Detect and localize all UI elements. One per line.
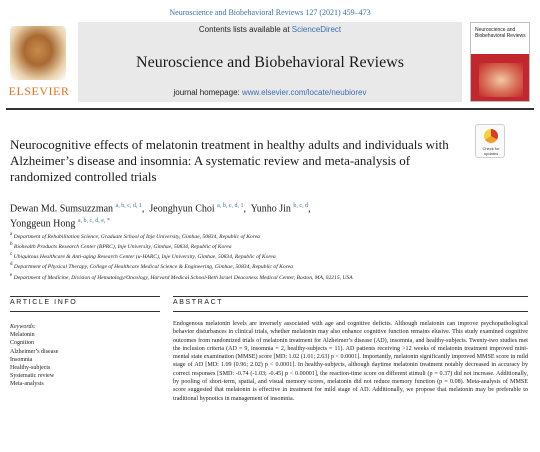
keyword-item: Insomnia — [10, 356, 33, 363]
affiliation-text: Department of Rehabilitation Science, Graduate School of Inje University, Gimhae, 50834, Republic of Korea — [13, 233, 260, 240]
contents-prefix: Contents lists available at — [198, 25, 292, 34]
sciencedirect-link[interactable]: ScienceDirect — [291, 25, 342, 34]
header-divider — [6, 108, 534, 110]
elsevier-wordmark: ELSEVIER — [8, 84, 70, 98]
keyword-item: Healthy-subjects — [10, 365, 51, 372]
keyword-item: Melatonin — [10, 332, 35, 339]
homepage-prefix: journal homepage: — [173, 88, 242, 97]
keyword-item: Cognition — [10, 340, 35, 347]
author-affiliation-marks[interactable]: a, b, c, d, 1 — [115, 203, 142, 209]
keyword-item: Systematic review — [10, 373, 55, 380]
affiliation-text: Biohealth Products Research Center (BPRC), Inje University, Gimhae, 50834, Republic of Korea — [13, 244, 232, 251]
journal-banner — [78, 22, 462, 102]
check-updates-icon — [484, 129, 498, 143]
journal-name: Neuroscience and Biobehavioral Reviews — [136, 54, 404, 71]
author-name[interactable]: Dewan Md. Sumsuzzman — [10, 203, 114, 215]
author-name[interactable]: Yunho Jin — [250, 203, 291, 215]
abstract-heading: ABSTRACT — [173, 299, 224, 306]
affiliation-tag: d — [10, 262, 13, 268]
affiliation-item — [10, 231, 510, 241]
journal-masthead — [6, 22, 534, 102]
affiliation-item — [10, 241, 510, 251]
affiliation-item — [10, 261, 510, 271]
abstract-bottom-rule — [173, 311, 528, 312]
article-info-top-rule — [10, 296, 160, 297]
keyword-item: Meta-analysis — [10, 381, 44, 388]
author-affiliation-marks[interactable]: b, c, d — [293, 203, 309, 209]
affiliation-text: Ubiquitous Healthcare & Anti-aging Research Center (u-HARC), Inje University, Gimhae, 50834, Republic of Korea — [13, 254, 276, 261]
abstract-text: Endogenous melatonin levels are inversely associated with age and cognitive deficits. Although melatonin can improve psychopathological behavior disturbances in clinical trials, whether melatonin may also enhance cognitive function remains elusive. This study examined cognitive outcomes from randomized trials of melatonin treatment for Alzheimer’s disease (AD), insomnia, and healthy-subjects. Twenty-two studies met the inclusion criteria (AD = 9, insomnia = 2, healthy-subjects = 11). AD patients receiving >12 weeks of melatonin treatment improved mini-mental state examination (MMSE) score [MD: 1.02 (1.01; 2.63) p < 0.0001]. Importantly, melatonin significantly improved MMSE score in mild stage of AD [MD: 1.09 (0.96; 2.02) p < 0.0001]. In healthy-subjects, although daytime melatonin treatment notably decreased in accuracy by correct responses [SMD: -0.74 (-1.03; -0.45) p < 0.00001], the reaction-time score on different stimuli (p = 0.37) did not increase. Additionally, by pooling of short-term, spatial, and visual memory scores, melatonin did not reduce memory function (p = 0.08). Meta-analysis of MMSE score suggested that melatonin is effective in treatment for mild stage of AD. Additionally, we propose that melatonin may be preferable to traditional hypnotics in management of insomnia. — [173, 321, 528, 402]
journal-cover-thumbnail[interactable] — [470, 22, 530, 102]
affiliation-list — [10, 231, 510, 282]
check-for-updates-button[interactable] — [475, 124, 505, 158]
affiliation-tag: e — [10, 272, 13, 278]
cover-art — [479, 63, 523, 97]
journal-citation[interactable]: Neuroscience and Biobehavioral Reviews 127 (2021) 459–473 — [169, 8, 371, 17]
article-title: Neurocognitive effects of melatonin treatment in healthy adults and individuals with Alzheimer’s disease and insomnia: A systematic review and meta-analysis of randomized controlled trials — [10, 137, 449, 184]
elsevier-logo[interactable] — [6, 22, 70, 102]
contents-line — [78, 25, 462, 34]
author-affiliation-marks[interactable]: a, b, c, d, e, * — [77, 218, 110, 225]
abstract-top-rule — [173, 296, 528, 297]
keyword-item: Alzheimer’s disease — [10, 348, 59, 355]
affiliation-text: Department of Medicine, Division of Hematology/Oncology, Harvard Medical School-Beth Israel Deaconess Medical Center, Boston, MA, 02215, USA — [13, 274, 353, 281]
affiliation-tag: c — [10, 252, 13, 258]
article-info-bottom-rule — [10, 311, 160, 312]
affiliation-item — [10, 251, 510, 261]
keywords-label: Keywords: — [10, 324, 36, 330]
author-name[interactable]: Yonggeun Hong — [10, 218, 76, 230]
journal-homepage-link[interactable]: www.elsevier.com/locate/neubiorev — [241, 88, 367, 97]
elsevier-tree-icon — [10, 26, 66, 80]
check-updates-label: Check for updates — [482, 146, 500, 156]
author-list: Dewan Md. Sumsuzzman $^{a, b, c, d, 1}$, Jeonghyun Choi $^{a, b, c, d, 1}$, Yunho Jin $^{b, c, d}$, Yonggeun Hong $^{a, b, c, d, e, *}$ — [10, 203, 311, 230]
affiliation-tag: a — [10, 232, 13, 237]
cover-title: Neuroscience and Biobehavioral Reviews — [475, 27, 526, 39]
affiliation-text: Department of Physical Therapy, College of Healthcare Medical Science & Engineering, Gimhae, 50834, Republic of Korea — [13, 264, 293, 271]
keywords-list — [10, 323, 160, 389]
author-name[interactable]: Jeonghyun Choi — [149, 203, 215, 215]
affiliation-tag: b — [10, 242, 13, 248]
affiliation-item — [10, 272, 510, 282]
journal-homepage-line — [78, 88, 462, 97]
author-affiliation-marks[interactable]: a, b, c, d, 1 — [217, 203, 244, 209]
article-info-heading: ARTICLE INFO — [10, 299, 78, 306]
